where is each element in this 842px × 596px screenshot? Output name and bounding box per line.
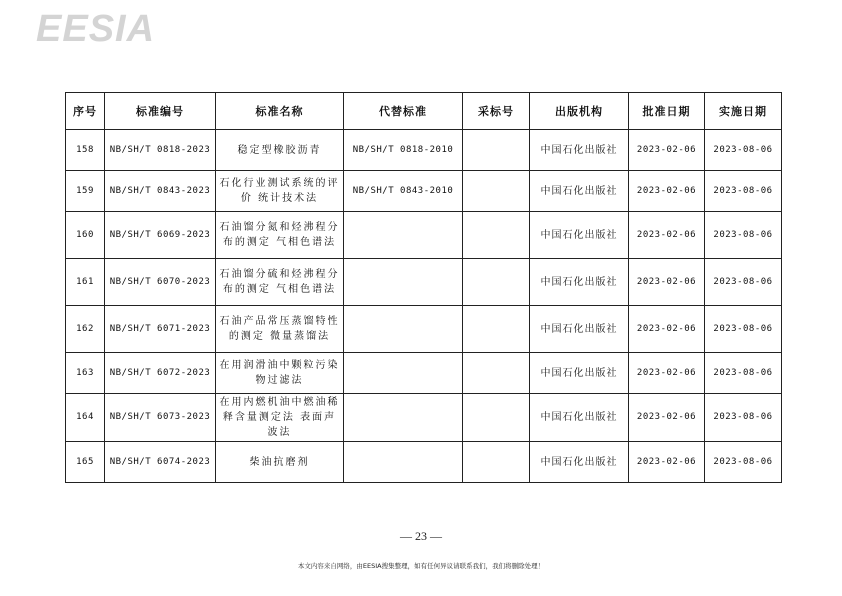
cell-approved: 2023-02-06 (629, 259, 705, 306)
cell-replaces (344, 394, 463, 442)
cell-code: NB/SH/T 6072-2023 (105, 353, 216, 394)
cell-no: 163 (66, 353, 105, 394)
cell-replaces (344, 353, 463, 394)
standards-table (65, 92, 782, 483)
cell-effective: 2023-08-06 (705, 130, 782, 171)
cell-no: 162 (66, 306, 105, 353)
cell-name: 石油产品常压蒸馏特性的测定 微量蒸馏法 (216, 306, 344, 353)
table-row (66, 353, 782, 394)
cell-publisher: 中国石化出版社 (530, 130, 629, 171)
cell-adopt (463, 171, 530, 212)
cell-approved: 2023-02-06 (629, 171, 705, 212)
table-row (66, 171, 782, 212)
cell-effective: 2023-08-06 (705, 442, 782, 483)
cell-replaces (344, 442, 463, 483)
cell-approved: 2023-02-06 (629, 442, 705, 483)
cell-code: NB/SH/T 6073-2023 (105, 394, 216, 442)
cell-effective: 2023-08-06 (705, 394, 782, 442)
cell-adopt (463, 130, 530, 171)
cell-no: 159 (66, 171, 105, 212)
cell-adopt (463, 259, 530, 306)
table-row (66, 259, 782, 306)
eesia-logo: EESIA (36, 8, 156, 50)
cell-approved: 2023-02-06 (629, 306, 705, 353)
header-code: 标准编号 (105, 93, 216, 130)
cell-adopt (463, 442, 530, 483)
table-row (66, 442, 782, 483)
cell-publisher: 中国石化出版社 (530, 259, 629, 306)
cell-code: NB/SH/T 6071-2023 (105, 306, 216, 353)
table-row (66, 130, 782, 171)
cell-name: 在用内燃机油中燃油稀释含量测定法 表面声波法 (216, 394, 344, 442)
cell-publisher: 中国石化出版社 (530, 394, 629, 442)
cell-adopt (463, 353, 530, 394)
cell-name: 石油馏分氮和烃沸程分布的测定 气相色谱法 (216, 212, 344, 259)
cell-approved: 2023-02-06 (629, 394, 705, 442)
cell-replaces (344, 212, 463, 259)
cell-no: 160 (66, 212, 105, 259)
cell-approved: 2023-02-06 (629, 353, 705, 394)
cell-approved: 2023-02-06 (629, 212, 705, 259)
header-replaces: 代替标准 (344, 93, 463, 130)
cell-effective: 2023-08-06 (705, 212, 782, 259)
cell-no: 165 (66, 442, 105, 483)
cell-code: NB/SH/T 0818-2023 (105, 130, 216, 171)
cell-code: NB/SH/T 0843-2023 (105, 171, 216, 212)
cell-name: 在用润滑油中颗粒污染物过滤法 (216, 353, 344, 394)
cell-approved: 2023-02-06 (629, 130, 705, 171)
header-no: 序号 (66, 93, 105, 130)
cell-no: 164 (66, 394, 105, 442)
header-publisher: 出版机构 (530, 93, 629, 130)
cell-publisher: 中国石化出版社 (530, 442, 629, 483)
cell-publisher: 中国石化出版社 (530, 353, 629, 394)
cell-effective: 2023-08-06 (705, 171, 782, 212)
cell-code: NB/SH/T 6069-2023 (105, 212, 216, 259)
table-header-row (66, 93, 782, 130)
cell-effective: 2023-08-06 (705, 259, 782, 306)
cell-name: 柴油抗磨剂 (216, 442, 344, 483)
cell-replaces: NB/SH/T 0818-2010 (344, 130, 463, 171)
cell-name: 石化行业测试系统的评价 统计技术法 (216, 171, 344, 212)
cell-replaces (344, 259, 463, 306)
cell-name: 稳定型橡胶沥青 (216, 130, 344, 171)
cell-replaces (344, 306, 463, 353)
header-name: 标准名称 (216, 93, 344, 130)
cell-publisher: 中国石化出版社 (530, 306, 629, 353)
cell-name: 石油馏分硫和烃沸程分布的测定 气相色谱法 (216, 259, 344, 306)
cell-no: 158 (66, 130, 105, 171)
cell-adopt (463, 306, 530, 353)
cell-adopt (463, 394, 530, 442)
cell-adopt (463, 212, 530, 259)
cell-replaces: NB/SH/T 0843-2010 (344, 171, 463, 212)
cell-effective: 2023-08-06 (705, 353, 782, 394)
cell-code: NB/SH/T 6074-2023 (105, 442, 216, 483)
cell-effective: 2023-08-06 (705, 306, 782, 353)
cell-no: 161 (66, 259, 105, 306)
header-adopt: 采标号 (463, 93, 530, 130)
footer-disclaimer: 本文内容来自网络，由EESIA搜集整理，如有任何异议请联系我们，我们将删除处理！ (297, 562, 545, 570)
cell-code: NB/SH/T 6070-2023 (105, 259, 216, 306)
header-effective: 实施日期 (705, 93, 782, 130)
page-number: — 23 — (400, 529, 442, 543)
table-row (66, 306, 782, 353)
header-approved: 批准日期 (629, 93, 705, 130)
cell-publisher: 中国石化出版社 (530, 171, 629, 212)
table-row (66, 212, 782, 259)
cell-publisher: 中国石化出版社 (530, 212, 629, 259)
table-row (66, 394, 782, 442)
